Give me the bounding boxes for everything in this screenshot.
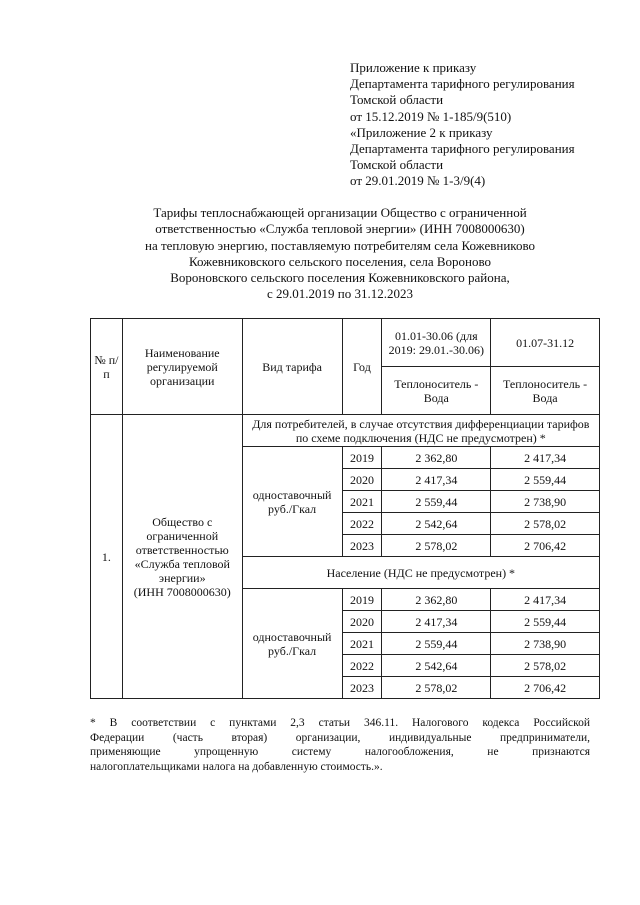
header-carrier-1: Теплоноситель - Вода <box>382 367 491 415</box>
value-cell: 2 362,80 <box>382 447 491 469</box>
year-cell: 2019 <box>342 589 382 611</box>
value-cell: 2 542,64 <box>382 513 491 535</box>
year-cell: 2020 <box>342 611 382 633</box>
value-cell: 2 559,44 <box>491 611 600 633</box>
title-line: Кожевниковского сельского поселения, села Вороново <box>188 253 492 269</box>
value-cell: 2 738,90 <box>491 491 600 513</box>
year-cell: 2020 <box>342 469 382 491</box>
group-title: Население (НДС не предусмотрен) * <box>242 557 599 589</box>
title-line: с 29.01.2019 по 31.12.2023 <box>267 286 413 302</box>
value-cell: 2 706,42 <box>491 677 600 699</box>
value-cell: 2 578,02 <box>382 677 491 699</box>
value-cell: 2 542,64 <box>382 655 491 677</box>
year-cell: 2023 <box>342 677 382 699</box>
year-cell: 2019 <box>342 447 382 469</box>
tariff-type: одноставочный руб./Гкал <box>242 589 342 699</box>
header-line: Томской области <box>350 157 444 173</box>
header-line: Департамента тарифного регулирования <box>350 76 575 92</box>
year-cell: 2022 <box>342 655 382 677</box>
footnote-line: применяющие упрощенную систему налогообложения, не признаются <box>90 746 590 758</box>
value-cell: 2 559,44 <box>491 469 600 491</box>
order-header <box>350 60 620 190</box>
header-org: Наименование регулируемой организации <box>122 319 242 415</box>
value-cell: 2 417,34 <box>491 589 600 611</box>
organization-name <box>122 415 242 699</box>
header-line: Томской области <box>350 92 444 108</box>
header-line: от 29.01.2019 № 1-3/9(4) <box>350 173 486 189</box>
year-cell: 2022 <box>342 513 382 535</box>
org-line: ограниченной <box>146 528 219 543</box>
header-num: № п/п <box>91 319 123 415</box>
header-line: Департамента тарифного регулирования <box>350 141 575 157</box>
header-line: от 15.12.2019 № 1-185/9(510) <box>350 108 512 124</box>
value-cell: 2 578,02 <box>382 535 491 557</box>
tariff-type: одноставочный руб./Гкал <box>242 447 342 557</box>
footnote <box>90 716 590 774</box>
value-cell: 2 738,90 <box>491 633 600 655</box>
footnote-line: * В соответствии с пунктами 2,3 статьи 346.11. Налогового кодекса Российской <box>90 717 590 729</box>
header-period-2: 01.07-31.12 <box>491 319 600 367</box>
row-number: 1. <box>91 415 123 699</box>
footnote-line: Федерации (часть вторая) организации, индивидуальные предприниматели, <box>90 731 590 744</box>
title-line: Вороновского сельского поселения Кожевниковского района, <box>170 270 510 286</box>
value-cell: 2 362,80 <box>382 589 491 611</box>
footnote-line: налогоплательщиками налога на добавленную стоимость.». <box>90 760 383 773</box>
title-line: на тепловую энергию, поставляемую потребителям села Кожевниково <box>145 237 535 253</box>
document-title <box>90 205 590 303</box>
org-line: ответственностью <box>135 542 229 557</box>
value-cell: 2 417,34 <box>491 447 600 469</box>
group-title: Для потребителей, в случае отсутствия дифференциации тарифов по схеме подключения (НДС не предусмотрен) * <box>242 415 599 447</box>
value-cell: 2 417,34 <box>382 469 491 491</box>
year-cell: 2021 <box>342 491 382 513</box>
title-line: ответственностью «Служба тепловой энергии» (ИНН 7008000630) <box>155 221 525 237</box>
org-line: энергии» <box>158 570 206 585</box>
year-cell: 2021 <box>342 633 382 655</box>
value-cell: 2 559,44 <box>382 633 491 655</box>
header-line: Приложение к приказу <box>350 60 477 75</box>
org-line: «Служба тепловой <box>134 556 230 571</box>
value-cell: 2 559,44 <box>382 491 491 513</box>
value-cell: 2 417,34 <box>382 611 491 633</box>
header-tariff-type: Вид тарифа <box>242 319 342 415</box>
header-line: «Приложение 2 к приказу <box>350 124 493 140</box>
value-cell: 2 706,42 <box>491 535 600 557</box>
header-year: Год <box>342 319 382 415</box>
value-cell: 2 578,02 <box>491 513 600 535</box>
title-line: Тарифы теплоснабжающей организации Общество с ограниченной <box>153 205 527 220</box>
org-line: Общество с <box>152 514 213 529</box>
org-line: (ИНН 7008000630) <box>133 584 231 599</box>
header-period-1: 01.01-30.06 (для 2019: 29.01.-30.06) <box>382 319 491 367</box>
header-carrier-2: Теплоноситель - Вода <box>491 367 600 415</box>
year-cell: 2023 <box>342 535 382 557</box>
value-cell: 2 578,02 <box>491 655 600 677</box>
tariff-table <box>90 318 600 699</box>
